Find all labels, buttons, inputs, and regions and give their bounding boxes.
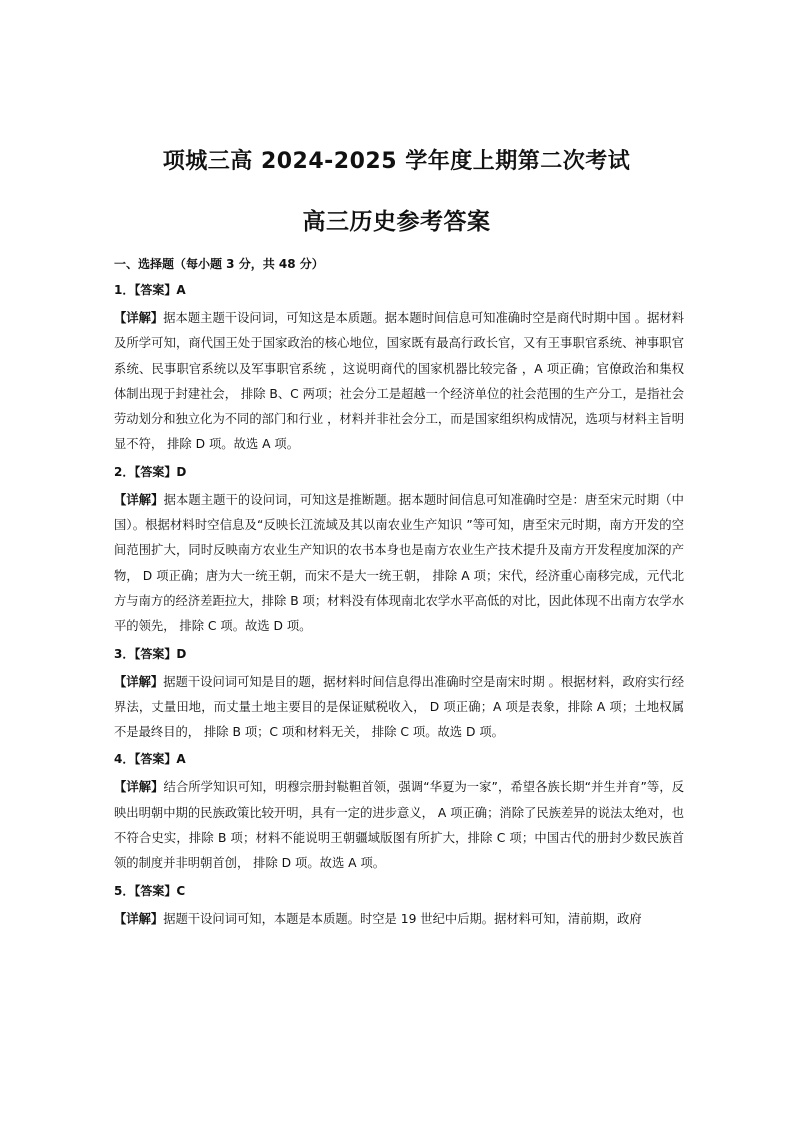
answer-item-2 xyxy=(114,462,684,640)
explanation-tag: 【详解】 xyxy=(114,780,164,795)
explanation-text: 据本题主题干的设问词，可知这是推断题。据本题时间信息可知准确时空是：唐至宋元时期（中国）。根据材料时空信息及“反映长江流域及其以南农业生产知识 ”等可知，唐至宋元时期，南方开发的空间范围扩大，同时反映南方农业生产知识的农书本身也是南方农业生产技术提升及南方开发程度加深的产物， D 项正确；唐为大一统王朝，而宋不是大一统王朝， 排除 A 项；宋代，经济重心南移完成，元代北方与南方的经济差距拉大，排除 B 项；材料没有体现南北农学水平高低的对比，因此体现不出南方农学水平的领先， 排除 C 项。故选 D 项。 xyxy=(114,492,684,634)
explanation-text: 据题干设问词可知是目的题，据材料时间信息得出准确时空是南宋时期 。根据材料，政府实行经界法，丈量田地，而丈量土地主要目的是保证赋税收入， D 项正确；A 项是表象，排除 A 项；土地权属不是最终目的， 排除 B 项；C 项和材料无关， 排除 C 项。故选 D 项。 xyxy=(114,674,684,740)
document-title: 项城三高 2024-2025 学年度上期第二次考试 xyxy=(162,149,631,174)
explanation-tag: 【详解】 xyxy=(114,674,164,689)
answer-explanation xyxy=(114,488,684,640)
answer-content xyxy=(114,254,684,936)
answer-explanation xyxy=(114,775,684,876)
document-subtitle: 高三历史参考答案 xyxy=(302,209,491,235)
answer-number: 2．【答案】D xyxy=(114,464,187,479)
answer-explanation xyxy=(114,907,684,932)
answer-item-1 xyxy=(114,280,684,458)
explanation-text: 据本题主题干设问词，可知这是本质题。据本题时间信息可知准确时空是商代时期中国 。据材料及所学可知，商代国王处于国家政治的核心地位，国家既有最高行政长官，又有王事职官系统、神事职官系统、民事职官系统以及军事职官系统 ，这说明商代的国家机器比较完备 ，A 项正确；官僚政治和集权体制出现于封建社会， 排除 B、C 两项；社会分工是超越一个经济单位的社会范围的生产分工，是指社会劳动划分和独立化为不同的部门和行业 ，材料并非社会分工，而是国家组织构成情况，选项与材料主旨明显不符， 排除 D 项。故选 A 项。 xyxy=(114,311,684,452)
explanation-text: 结合所学知识可知，明穆宗册封鞑靼首领，强调“华夏为一家”，希望各族长期“并生并育”等，反映出明朝中期的民族政策比较开明，具有一定的进步意义， A 项正确；消除了民族差异的说法太绝对，也不符合史实，排除 B 项；材料不能说明王朝疆域版图有所扩大，排除 C 项；中国古代的册封少数民族首领的制度并非明朝首创， 排除 D 项。故选 A 项。 xyxy=(114,780,684,871)
answer-number: 3．【答案】D xyxy=(114,646,187,661)
section-heading: 一、选择题（每小题 3 分，共 48 分） xyxy=(114,257,324,271)
answer-number: 1．【答案】A xyxy=(114,283,186,297)
answer-number: 4．【答案】A xyxy=(114,752,186,767)
explanation-tag: 【详解】 xyxy=(114,492,164,507)
answer-item-5 xyxy=(114,881,684,932)
explanation-tag: 【详解】 xyxy=(114,311,164,325)
answer-explanation xyxy=(114,306,684,458)
explanation-text: 据题干设问词可知，本题是本质题。时空是 19 世纪中后期。据材料可知，清前期，政府 xyxy=(163,911,642,926)
answer-item-4 xyxy=(114,749,684,876)
answer-number: 5．【答案】C xyxy=(114,883,186,898)
answer-item-3 xyxy=(114,644,684,746)
explanation-tag: 【详解】 xyxy=(114,911,164,926)
answer-explanation xyxy=(114,670,684,746)
